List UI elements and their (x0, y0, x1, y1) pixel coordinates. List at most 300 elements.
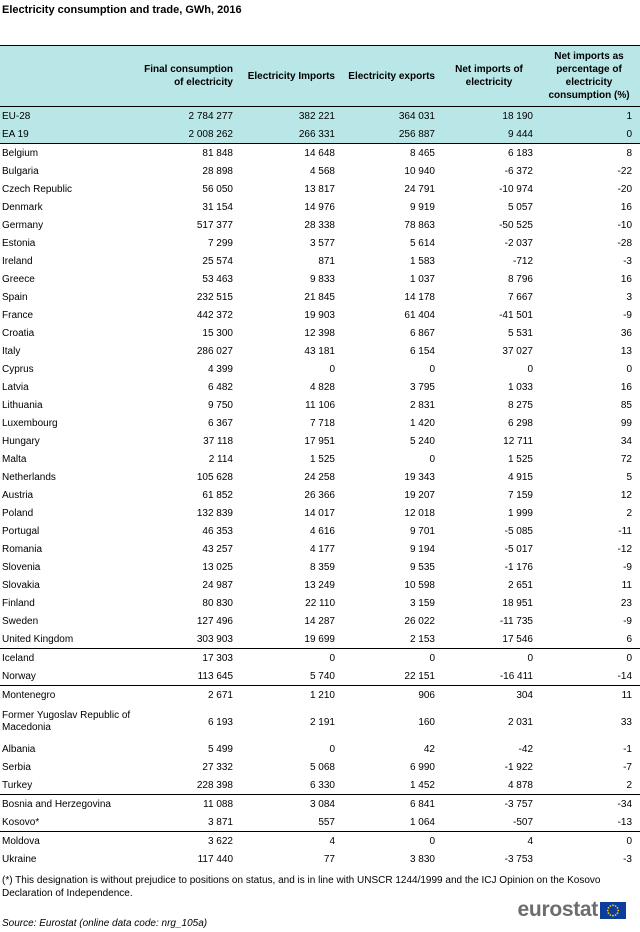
cell-exports: 6 990 (409, 761, 435, 773)
eu-flag-icon (600, 902, 626, 919)
cell-net-imports-pct: 11 (621, 689, 632, 701)
cell-exports: 2 831 (409, 399, 435, 411)
cell-net-imports: 18 951 (502, 597, 533, 609)
table-row (0, 704, 640, 740)
cell-net-imports: 7 667 (507, 291, 533, 303)
table-row (0, 758, 640, 776)
table-row (0, 450, 640, 468)
cell-country: Netherlands (2, 471, 56, 483)
cell-final-consumption: 15 300 (202, 327, 233, 339)
table-row (0, 360, 640, 378)
flag-star (610, 905, 612, 907)
cell-net-imports-pct: -7 (623, 761, 632, 773)
cell-final-consumption: 303 903 (138, 630, 238, 649)
cell-final-consumption: 105 628 (196, 471, 233, 483)
cell-country: EU-28 (0, 107, 138, 126)
cell-exports: 3 795 (409, 381, 435, 393)
cell-country: Denmark (2, 201, 43, 213)
cell-imports: 12 398 (304, 327, 335, 339)
cell-country: Austria (2, 489, 34, 501)
cell-imports: 1 210 (309, 689, 335, 701)
cell-exports: 5 240 (409, 435, 435, 447)
table-row (0, 288, 640, 306)
table-row (0, 270, 640, 288)
cell-net-imports: 37 027 (502, 345, 533, 357)
cell-net-imports: -3 757 (504, 798, 533, 810)
table-row (0, 378, 640, 396)
table-row (0, 324, 640, 342)
cell-net-imports-pct: -34 (617, 798, 632, 810)
cell-final-consumption: 2 114 (208, 453, 233, 465)
cell-country: Greece (2, 273, 35, 285)
cell-country: Sweden (2, 615, 39, 627)
cell-exports: 19 207 (404, 489, 435, 501)
header-final-consumption: Final consumption of electricity (138, 46, 238, 107)
logo-text: eurostat (517, 898, 598, 921)
table-row (0, 180, 640, 198)
cell-final-consumption: 228 398 (138, 776, 238, 795)
cell-country: Belgium (2, 147, 39, 159)
cell-net-imports-pct: 8 (626, 147, 632, 159)
cell-country: United Kingdom (0, 630, 138, 649)
table-row (0, 144, 640, 163)
cell-imports: 24 258 (304, 471, 335, 483)
cell-imports: 19 903 (304, 309, 335, 321)
cell-country: Croatia (2, 327, 35, 339)
cell-net-imports-pct: -28 (617, 237, 632, 249)
cell-exports: 3 159 (409, 597, 435, 609)
cell-final-consumption: 5 499 (207, 743, 233, 755)
table-row (0, 396, 640, 414)
cell-exports: 10 598 (404, 579, 435, 591)
cell-country: Romania (2, 543, 43, 555)
cell-net-imports: 1 999 (507, 507, 533, 519)
cell-country: Cyprus (2, 363, 34, 375)
table-row (0, 813, 640, 832)
cell-net-imports: 2 651 (507, 579, 533, 591)
cell-final-consumption: 232 515 (196, 291, 233, 303)
cell-final-consumption: 81 848 (202, 147, 233, 159)
cell-exports: 6 841 (409, 798, 435, 810)
flag-star (617, 907, 619, 909)
table-row (0, 342, 640, 360)
table-row (0, 558, 640, 576)
cell-net-imports: 0 (527, 363, 533, 375)
cell-net-imports-pct: 99 (620, 417, 632, 429)
cell-net-imports-pct: 16 (620, 381, 632, 393)
cell-final-consumption: 2 784 277 (138, 107, 238, 126)
cell-net-imports-pct: 16 (620, 201, 632, 213)
cell-final-consumption: 442 372 (196, 309, 233, 321)
table-row (0, 795, 640, 814)
cell-final-consumption: 31 154 (202, 201, 233, 213)
cell-country: Malta (2, 453, 27, 465)
cell-net-imports: -10 974 (499, 183, 533, 195)
cell-net-imports-pct: -22 (617, 165, 632, 177)
cell-imports: 557 (238, 813, 340, 832)
cell-country: Estonia (2, 237, 36, 249)
table-row (0, 576, 640, 594)
cell-net-imports-pct: 2 (626, 507, 632, 519)
cell-imports: 17 951 (304, 435, 335, 447)
cell-imports: 0 (329, 652, 335, 664)
cell-imports: 3 084 (309, 798, 335, 810)
cell-country: Hungary (2, 435, 40, 447)
cell-net-imports-pct: -12 (617, 543, 632, 555)
cell-country: Albania (2, 743, 36, 755)
cell-net-imports: 5 057 (507, 201, 533, 213)
cell-exports: 256 887 (340, 125, 440, 144)
cell-net-imports: -6 372 (504, 165, 533, 177)
cell-final-consumption: 9 750 (207, 399, 233, 411)
cell-net-imports: 1 033 (507, 381, 533, 393)
table-row (0, 107, 640, 126)
table-row (0, 522, 640, 540)
cell-net-imports-pct: 11 (621, 579, 632, 591)
cell-net-imports: -507 (440, 813, 538, 832)
flag-star (615, 905, 617, 907)
cell-net-imports: 12 711 (503, 435, 533, 447)
cell-net-imports: -5 085 (504, 525, 533, 537)
cell-imports: 3 577 (309, 237, 335, 249)
cell-net-imports: 8 275 (507, 399, 533, 411)
cell-net-imports-pct: 0 (538, 125, 640, 144)
flag-star (608, 907, 610, 909)
cell-net-imports: -16 411 (440, 667, 538, 686)
table-row (0, 432, 640, 450)
cell-net-imports-pct: -10 (617, 219, 632, 231)
cell-final-consumption: 46 353 (202, 525, 233, 537)
cell-imports: 382 221 (238, 107, 340, 126)
cell-net-imports: -41 501 (499, 309, 533, 321)
cell-imports: 6 330 (238, 776, 340, 795)
cell-net-imports: -42 (518, 743, 533, 755)
cell-imports: 8 359 (309, 561, 335, 573)
cell-exports: 1 037 (409, 273, 435, 285)
table-row (0, 850, 640, 868)
cell-exports: 906 (418, 689, 435, 701)
table-row (0, 540, 640, 558)
cell-country: Ireland (2, 255, 33, 267)
header-net-imports-pct: Net imports as percentage of electricity consumption (%) (538, 46, 640, 107)
cell-exports: 14 178 (404, 291, 435, 303)
cell-final-consumption: 517 377 (196, 219, 233, 231)
cell-country: Former Yugoslav Republic of Macedonia (2, 710, 131, 733)
cell-net-imports-pct: -13 (538, 813, 640, 832)
cell-net-imports: 17 546 (440, 630, 538, 649)
cell-country: Norway (0, 667, 138, 686)
cell-final-consumption: 113 645 (138, 667, 238, 686)
cell-imports: 2 191 (309, 716, 335, 728)
cell-final-consumption: 53 463 (202, 273, 233, 285)
cell-imports: 0 (329, 363, 335, 375)
cell-country: Spain (2, 291, 28, 303)
cell-final-consumption: 7 299 (207, 237, 233, 249)
cell-exports: 0 (429, 652, 435, 664)
table-row (0, 198, 640, 216)
cell-net-imports-pct: 12 (620, 489, 632, 501)
cell-net-imports-pct: 85 (620, 399, 632, 411)
cell-final-consumption: 28 898 (202, 165, 233, 177)
cell-net-imports-pct: -1 (623, 743, 632, 755)
cell-exports: 1 452 (340, 776, 440, 795)
cell-exports: 9 535 (409, 561, 435, 573)
table-row (0, 686, 640, 705)
cell-country: Bulgaria (2, 165, 39, 177)
cell-net-imports: 8 796 (507, 273, 533, 285)
cell-country: Iceland (2, 652, 35, 664)
cell-net-imports: -5 017 (504, 543, 533, 555)
table-row (0, 649, 640, 668)
cell-country: Slovakia (2, 579, 40, 591)
cell-final-consumption: 6 193 (207, 716, 233, 728)
cell-exports: 0 (429, 363, 435, 375)
cell-net-imports-pct: 72 (620, 453, 632, 465)
cell-imports: 1 525 (309, 453, 335, 465)
cell-country: Lithuania (2, 399, 43, 411)
table-row (0, 667, 640, 686)
flag-star (612, 904, 614, 906)
cell-exports: 8 465 (409, 147, 435, 159)
cell-exports: 26 022 (404, 615, 435, 627)
cell-final-consumption: 80 830 (202, 597, 233, 609)
cell-imports: 5 068 (309, 761, 335, 773)
cell-net-imports: 9 444 (440, 125, 538, 144)
cell-exports: 2 153 (340, 630, 440, 649)
cell-net-imports-pct: -9 (623, 615, 632, 627)
cell-final-consumption: 24 987 (202, 579, 233, 591)
cell-final-consumption: 27 332 (202, 761, 233, 773)
header-country (0, 46, 138, 107)
cell-imports: 4 568 (309, 165, 335, 177)
table-row (0, 162, 640, 180)
cell-net-imports-pct: 34 (620, 435, 632, 447)
cell-net-imports: -1 922 (504, 761, 533, 773)
flag-star (607, 909, 609, 911)
cell-exports: 24 791 (404, 183, 435, 195)
cell-net-imports-pct: 2 (538, 776, 640, 795)
table-row (0, 740, 640, 758)
cell-exports: 10 940 (404, 165, 435, 177)
cell-imports: 26 366 (304, 489, 335, 501)
cell-net-imports-pct: -9 (623, 561, 632, 573)
cell-exports: 19 343 (404, 471, 435, 483)
cell-imports: 4 616 (309, 525, 335, 537)
cell-country: Germany (2, 219, 44, 231)
cell-final-consumption: 127 496 (196, 615, 233, 627)
cell-exports: 0 (429, 835, 435, 847)
cell-net-imports: 4 878 (440, 776, 538, 795)
cell-net-imports-pct: 16 (620, 273, 632, 285)
cell-net-imports: 7 159 (507, 489, 533, 501)
table-row (0, 306, 640, 324)
cell-imports: 22 110 (305, 597, 335, 609)
cell-country: Poland (2, 507, 34, 519)
cell-country: France (2, 309, 34, 321)
cell-net-imports: 4 (527, 835, 533, 847)
table-row (0, 216, 640, 234)
cell-net-imports-pct: 13 (620, 345, 632, 357)
cell-country: EA 19 (0, 125, 138, 144)
cell-exports: 9 919 (409, 201, 435, 213)
cell-net-imports-pct: 5 (626, 471, 632, 483)
table-row (0, 486, 640, 504)
cell-exports: 12 018 (404, 507, 435, 519)
header-exports: Electricity exports (340, 46, 440, 107)
cell-imports: 28 338 (304, 219, 335, 231)
cell-country: Ukraine (2, 853, 37, 865)
cell-imports: 13 817 (304, 183, 335, 195)
cell-exports: 61 404 (404, 309, 435, 321)
footnote: (*) This designation is without prejudice to positions on status, and is in line with UNSCR 1244/1999 and the ICJ Opinion on the Kosovo Declaration of Independence. (2, 875, 601, 899)
cell-country: Kosovo* (0, 813, 138, 832)
cell-country: Latvia (2, 381, 29, 393)
table-row (0, 468, 640, 486)
cell-final-consumption: 3 622 (207, 835, 233, 847)
table-row (0, 234, 640, 252)
cell-net-imports-pct: -3 (623, 853, 632, 865)
cell-final-consumption: 6 482 (207, 381, 233, 393)
table-row (0, 252, 640, 270)
cell-net-imports: 304 (516, 689, 533, 701)
cell-final-consumption: 13 025 (202, 561, 233, 573)
flag-star (610, 914, 612, 916)
cell-country: Czech Republic (2, 183, 73, 195)
cell-net-imports-pct: 36 (620, 327, 632, 339)
flag-star (608, 912, 610, 914)
cell-imports: 9 833 (309, 273, 335, 285)
cell-imports: 4 (329, 835, 335, 847)
cell-imports: 266 331 (238, 125, 340, 144)
cell-country: Italy (2, 345, 21, 357)
cell-country: Turkey (0, 776, 138, 795)
flag-star (617, 912, 619, 914)
eurostat-logo (518, 898, 626, 922)
cell-imports: 14 287 (304, 615, 335, 627)
cell-net-imports: -3 753 (504, 853, 533, 865)
cell-exports: 5 614 (409, 237, 435, 249)
cell-net-imports-pct: 23 (620, 597, 632, 609)
cell-imports: 14 648 (304, 147, 335, 159)
cell-country: Moldova (2, 835, 40, 847)
table-row (0, 414, 640, 432)
cell-net-imports-pct: 3 (626, 291, 632, 303)
cell-imports: 77 (323, 853, 335, 865)
table-row (0, 776, 640, 795)
table-row (0, 594, 640, 612)
cell-net-imports: 0 (527, 652, 533, 664)
cell-net-imports: 5 531 (507, 327, 533, 339)
cell-final-consumption: 2 671 (207, 689, 233, 701)
cell-imports: 14 976 (304, 201, 335, 213)
cell-final-consumption: 61 852 (202, 489, 233, 501)
source-note: Source: Eurostat (online data code: nrg_105a) (2, 918, 208, 929)
cell-final-consumption: 37 118 (203, 435, 233, 447)
cell-exports: 6 154 (409, 345, 435, 357)
cell-country: Finland (2, 597, 35, 609)
cell-net-imports: 4 915 (507, 471, 533, 483)
table-row (0, 125, 640, 144)
cell-imports: 11 106 (305, 399, 335, 411)
cell-imports: 4 828 (309, 381, 335, 393)
header-imports: Electricity Imports (238, 46, 340, 107)
cell-net-imports-pct: 6 (538, 630, 640, 649)
cell-final-consumption: 6 367 (207, 417, 233, 429)
cell-net-imports: -712 (512, 255, 533, 267)
cell-final-consumption: 17 303 (202, 652, 233, 664)
cell-final-consumption: 11 088 (203, 798, 233, 810)
header-net-imports: Net imports of electricity (440, 46, 538, 107)
cell-imports: 13 249 (304, 579, 335, 591)
flag-star (617, 909, 619, 911)
cell-net-imports: 1 525 (507, 453, 533, 465)
cell-exports: 42 (423, 743, 435, 755)
flag-star (612, 914, 614, 916)
cell-final-consumption: 2 008 262 (138, 125, 238, 144)
cell-net-imports: 18 190 (440, 107, 538, 126)
cell-country: Luxembourg (2, 417, 58, 429)
cell-final-consumption: 43 257 (202, 543, 233, 555)
cell-final-consumption: 132 839 (196, 507, 233, 519)
electricity-table (0, 45, 640, 868)
cell-net-imports-pct: 1 (538, 107, 640, 126)
table-row (0, 504, 640, 522)
cell-net-imports: -50 525 (499, 219, 533, 231)
cell-net-imports-pct: -11 (618, 525, 632, 537)
table-row (0, 832, 640, 851)
cell-country: Portugal (2, 525, 40, 537)
cell-exports: 3 830 (409, 853, 435, 865)
cell-net-imports-pct: -20 (617, 183, 632, 195)
cell-exports: 6 867 (409, 327, 435, 339)
cell-imports: 43 181 (304, 345, 335, 357)
cell-country: Montenegro (2, 689, 56, 701)
table-row (0, 612, 640, 630)
cell-exports: 9 194 (409, 543, 435, 555)
cell-final-consumption: 3 871 (138, 813, 238, 832)
cell-net-imports: -2 037 (504, 237, 533, 249)
cell-exports: 9 701 (409, 525, 435, 537)
cell-net-imports: 2 031 (507, 716, 533, 728)
cell-imports: 7 718 (309, 417, 335, 429)
cell-final-consumption: 25 574 (202, 255, 233, 267)
cell-net-imports-pct: -9 (623, 309, 632, 321)
table-body (0, 107, 640, 869)
cell-net-imports-pct: 0 (626, 835, 632, 847)
cell-exports: 78 863 (404, 219, 435, 231)
table-row (0, 630, 640, 649)
cell-exports: 160 (418, 716, 435, 728)
cell-final-consumption: 117 440 (197, 853, 233, 865)
cell-imports: 14 017 (304, 507, 335, 519)
cell-net-imports: 6 183 (507, 147, 533, 159)
cell-net-imports-pct: 0 (626, 363, 632, 375)
cell-final-consumption: 286 027 (196, 345, 233, 357)
cell-final-consumption: 4 399 (207, 363, 233, 375)
cell-net-imports-pct: 0 (626, 652, 632, 664)
cell-imports: 871 (318, 255, 335, 267)
cell-exports: 364 031 (340, 107, 440, 126)
cell-exports: 1 064 (340, 813, 440, 832)
cell-exports: 22 151 (340, 667, 440, 686)
flag-star (615, 914, 617, 916)
cell-imports: 0 (329, 743, 335, 755)
table-title: Electricity consumption and trade, GWh, 2016 (2, 4, 242, 16)
cell-imports: 19 699 (238, 630, 340, 649)
cell-net-imports-pct: -14 (538, 667, 640, 686)
cell-net-imports: -11 735 (499, 615, 533, 627)
cell-country: Serbia (2, 761, 31, 773)
